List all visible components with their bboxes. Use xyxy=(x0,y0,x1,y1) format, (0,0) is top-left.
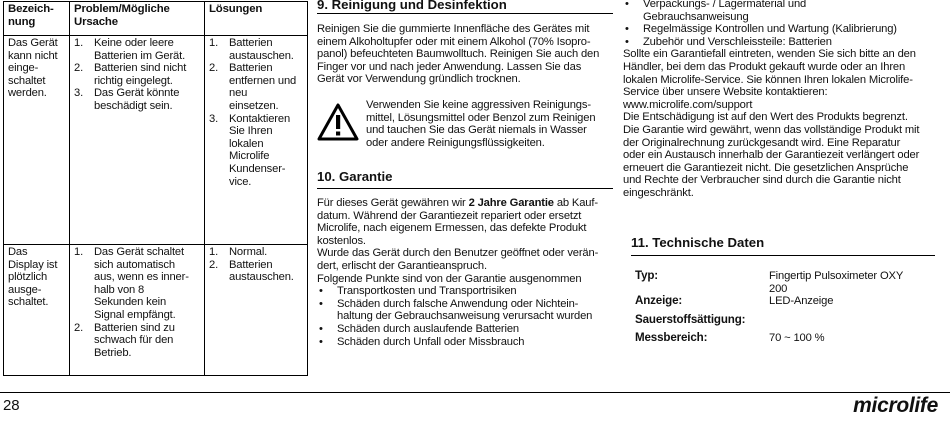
header-solutions: Lösungen xyxy=(205,2,308,36)
table-header-row xyxy=(4,2,308,36)
spec-key: Sauerstoffsättigung: xyxy=(635,313,746,327)
exclusions-list xyxy=(623,0,943,48)
warning-triangle-icon xyxy=(317,103,359,141)
bullet-icon: • xyxy=(625,35,629,48)
list-item: 1. Das Gerät schaltet sich automatisch aus, wenn es inner- halb von 8 Sekunden kein Signal empfängt. xyxy=(74,246,189,321)
heading-rule xyxy=(317,188,613,189)
causes-cell xyxy=(70,36,205,245)
table-row xyxy=(635,314,935,332)
row-label: Das Gerät kann nicht einge- schaltet werden. xyxy=(4,36,70,245)
bullet-icon: • xyxy=(319,335,323,348)
section-title: 11. Technische Daten xyxy=(631,235,765,250)
table-row xyxy=(635,270,935,295)
list-item: 3. Kontaktieren Sie Ihren lokalen Microlife Kundenser- vice. xyxy=(209,112,291,188)
cleaning-paragraph: Reinigen Sie die gummierte Innenfläche des Gerätes mit einem Alkoholtupfer oder mit einem Alkohol (70% Isopro- panol) befeuchteten Baumwolltuch. Reinigen Sie auch den Finger vor und nach jeder Anwendung. Lassen Sie das Gerät vor Verwendung gründlich trocknen. xyxy=(317,23,600,86)
table-row xyxy=(4,245,308,376)
bullet-icon: • xyxy=(319,285,323,298)
spec-key: Messbereich: xyxy=(635,331,708,345)
spec-value: Fingertip Pulsoximeter OXY 200 xyxy=(769,270,904,295)
list-item: 1. Batterien austauschen. xyxy=(209,37,294,62)
heading-rule xyxy=(631,255,935,256)
list-item: 2. Batterien sind zu schwach für den Betrieb. xyxy=(74,321,175,359)
spec-key: Anzeige: xyxy=(635,294,683,308)
list-item: • Schäden durch auslaufende Batterien xyxy=(319,322,519,335)
warranty-paragraph: Sollte ein Garantiefall eintreten, wenden Sie sich bitte an den Händler, bei dem das Produkt gekauft wurde oder an Ihren lokalen Microlife-Service. Sie können Ihren lokalen Microlife- Service über unsere Website kontaktieren: www.microlife.com/support xyxy=(623,48,916,111)
spec-key: Typ: xyxy=(635,269,659,282)
list-item: 1. Keine oder leere Batterien im Gerät. xyxy=(74,37,186,62)
table-row xyxy=(635,332,935,345)
spec-value: 70 ~ 100 % xyxy=(769,332,825,345)
header-problem-cause: Problem/Mögliche Ursache xyxy=(70,2,205,36)
list-item: • Regelmässige Kontrollen und Wartung (Kalibrierung) xyxy=(625,23,897,36)
spec-value xyxy=(769,314,935,332)
bullet-icon: • xyxy=(625,0,629,10)
warranty-paragraph: Für dieses Gerät gewähren wir 2 Jahre Garantie ab Kauf- datum. Während der Garantiezeit repariert oder ersetzt Microlife, nach eigenem Ermessen, das defekte Produkt kostenlos. xyxy=(317,197,598,247)
list-item: • Transportkosten und Transportrisiken xyxy=(319,285,517,298)
heading-rule xyxy=(317,13,613,14)
list-item: 2. Batterien austauschen. xyxy=(209,258,294,284)
list-item: • Zubehör und Verschleissteile: Batterien xyxy=(625,35,832,48)
table-row xyxy=(635,295,935,314)
bullet-icon: • xyxy=(625,23,629,36)
warranty-paragraph: Die Entschädigung ist auf den Wert des Produkts begrenzt. Die Garantie wird gewährt, wenn das vollständige Produkt mit der Originalrechnung zurückgesandt wird. Eine Reparatur oder ein Austausch innerhalb der Garantiezeit verlängert oder erneuert die Garantiezeit nicht. Die gesetzlichen Ansprüche und Rechte der Verbraucher sind durch die Garantie nicht eingeschränkt. xyxy=(623,111,920,199)
page-number: 28 xyxy=(3,397,20,414)
section-title: 10. Garantie xyxy=(317,169,393,184)
header-designation: Bezeich- nung xyxy=(4,2,70,36)
solutions-cell xyxy=(205,36,308,245)
specs-table xyxy=(635,270,935,345)
warranty-paragraph: Folgende Punkte sind von der Garantie ausgenommen xyxy=(317,272,582,285)
spec-value: LED-Anzeige xyxy=(769,295,834,308)
brand-logo: microlife xyxy=(853,394,938,417)
troubleshooting-table xyxy=(3,1,308,376)
warranty-body xyxy=(317,197,613,348)
warranty-continued xyxy=(623,0,943,200)
causes-cell xyxy=(70,245,205,376)
bullet-icon: • xyxy=(319,297,323,310)
list-item: 2. Batterien entfernen und neu einsetzen. xyxy=(209,62,297,112)
warning-text: Verwenden Sie keine aggressiven Reinigungs- mittel, Lösungsmittel oder Benzol zum Reinigen und tauchen Sie das Gerät niemals in Wasser oder andere Reinigungsflüssigkeiten. xyxy=(366,99,596,149)
section-title: 9. Reinigung und Desinfektion xyxy=(317,0,507,12)
list-item: • Schäden durch falsche Anwendung oder Nichtein- haltung der Gebrauchsanweisung verursacht wurden xyxy=(319,297,593,323)
exclusions-list xyxy=(317,285,613,348)
footer-rule xyxy=(0,392,950,393)
list-item: 1. Normal. xyxy=(209,246,268,258)
warning-note xyxy=(317,99,613,149)
warranty-paragraph: Wurde das Gerät durch den Benutzer geöffnet oder verän- dert, erlischt der Garantieanspruch. xyxy=(317,247,599,272)
bullet-icon: • xyxy=(319,322,323,335)
list-item: • Verpackungs- / Lagermaterial und Gebrauchsanweisung xyxy=(625,0,807,23)
table-row xyxy=(4,36,308,245)
list-item: 2. Batterien sind nicht richtig eingelegt. xyxy=(74,62,187,87)
list-item: • Schäden durch Unfall oder Missbrauch xyxy=(319,335,525,348)
solutions-cell xyxy=(205,245,308,376)
list-item: 3. Das Gerät könnte beschädigt sein. xyxy=(74,87,180,112)
row-label: Das Display ist plötzlich ausge- schaltet. xyxy=(4,245,70,376)
